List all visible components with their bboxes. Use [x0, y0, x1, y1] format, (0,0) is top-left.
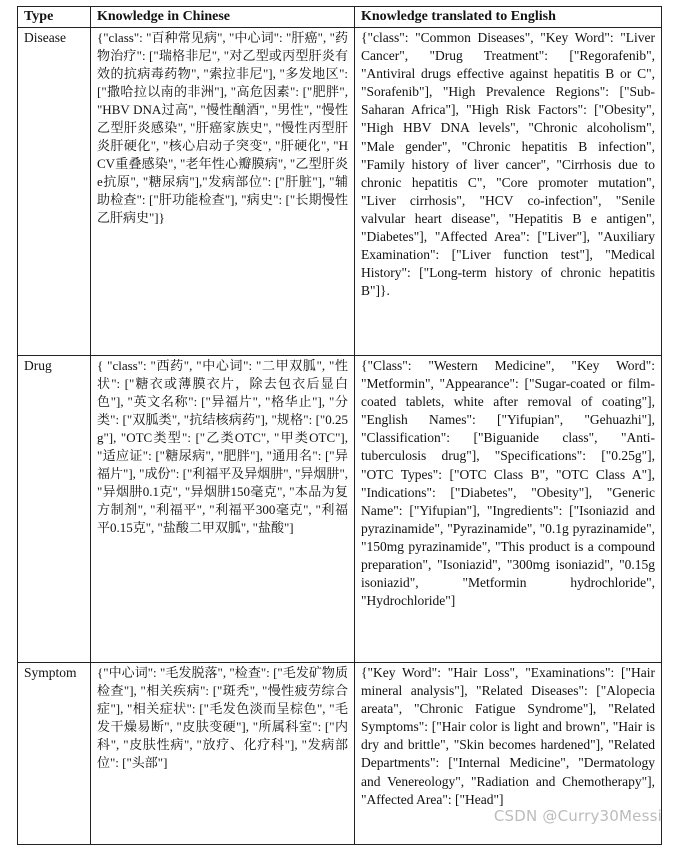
table-row [18, 28, 662, 356]
header-english: Knowledge translated to English [355, 7, 662, 28]
row-knowledge-chinese: {"中心词": "毛发脱落", "检查": ["毛发矿物质检查"], "相关疾病": ["斑秃", "慢性疲劳综合症"], "相关症状": ["毛发色淡而呈棕色", "毛发干燥易断", "皮肤变硬"], "所属科室": ["内科", "皮肤性病", "放疗、化疗科"], "发病部位": ["头部"] [91, 663, 355, 845]
row-type: Drug [18, 356, 91, 663]
header-chinese: Knowledge in Chinese [91, 7, 355, 28]
header-type: Type [18, 7, 91, 28]
knowledge-table [17, 6, 662, 845]
table-row [18, 356, 662, 663]
row-type: Disease [18, 28, 91, 356]
row-knowledge-chinese: { "class": "西药", "中心词": "二甲双胍", "性状": ["糖衣或薄膜衣片，除去包衣后显白色"], "英文名称": ["异福片", "格华止"], "分类": ["双胍类", "抗结核病药"], "规格": ["0.25g"], "OTC类型": ["乙类OTC", "甲类OTC"], "适应证": ["糖尿病", "肥胖"], "通用名": ["异福片"], "成份": ["利福平及异烟肼", "异烟肼", "异烟肼0.1克", "异烟肼150毫克", "本品为复方制剂", "利福平", "利福平300毫克", "利福平0.15克", "盐酸二甲双胍", "盐酸"] [91, 356, 355, 663]
csdn-watermark: CSDN @Curry30Messi [493, 807, 662, 825]
row-knowledge-english: {"class": "Common Diseases", "Key Word": "Liver Cancer", "Drug Treatment": ["Regorafenib", "Antiviral drugs effective against hepatitis B or C", "Sorafenib"], "High Prevalence Regions": ["Sub-Saharan Africa"], "High Risk Factors": ["Obesity", "High HBV DNA levels", "Chronic alcoholism", "Male gender", "Chronic hepatitis B infection", "Family history of liver cancer", "Cirrhosis due to chronic hepatitis C", "Core promoter mutation", "Liver cirrhosis", "HCV co-infection", "Senile valvular heart disease", "Hepatitis B e antigen", "Diabetes"], "Affected Area": ["Liver"], "Auxiliary Examination": ["Liver function test"], "Medical History": ["Long-term history of chronic hepatitis B"]}. [355, 28, 662, 356]
header-row [18, 7, 662, 28]
row-knowledge-english: {"Class": "Western Medicine", "Key Word": "Metformin", "Appearance": ["Sugar-coated or film-coated tablets, white after removal of coating"], "English Names": ["Yifupian", "Gehuazhi"], "Classification": ["Biguanide class", "Anti-tuberculosis drug"], "Specifications": ["0.25g"], "OTC Types": ["OTC Class B", "OTC Class A"], "Indications": ["Diabetes", "Obesity"], "Generic Name": ["Yifupian"], "Ingredients": ["Isoniazid and pyrazinamide", "Pyrazinamide", "0.1g pyrazinamide", "150mg pyrazinamide", "This product is a compound preparation", "Isoniazid", "300mg isoniazid", "0.15g isoniazid", "Metformin hydrochloride", "Hydrochloride"] [355, 356, 662, 663]
row-knowledge-chinese: {"class": "百种常见病", "中心词": "肝癌", "药物治疗": ["瑞格非尼", "对乙型或丙型肝炎有效的抗病毒药物", "索拉非尼"], "多发地区": ["撒哈拉以南的非洲"], "高危因素": ["肥胖", "HBV DNA过高", "慢性酗酒", "男性", "慢性乙型肝炎感染", "肝癌家族史", "慢性丙型肝炎肝硬化", "核心启动子突变", "肝硬化", "HCV重叠感染", "老年性心瓣膜病", "乙型肝炎e抗原", "糖尿病"],"发病部位": ["肝脏"], "辅助检查": ["肝功能检查"], "病史": ["长期慢性乙肝病史"]} [91, 28, 355, 356]
table-header [18, 7, 662, 28]
row-type: Symptom [18, 663, 91, 845]
row-knowledge-english: {"Key Word": "Hair Loss", "Examinations": ["Hair mineral analysis"], "Related Diseases": ["Alopecia areata", "Chronic Fatigue Syndrome"], "Related Symptoms": ["Hair color is light and brown", "Hair is dry and brittle", "Skin becomes hardened"], "Related Departments": ["Internal Medicine", "Dermatology and Venereology", "Radiation and Chemotherapy"], "Affected Area": ["Head"] [355, 663, 662, 845]
